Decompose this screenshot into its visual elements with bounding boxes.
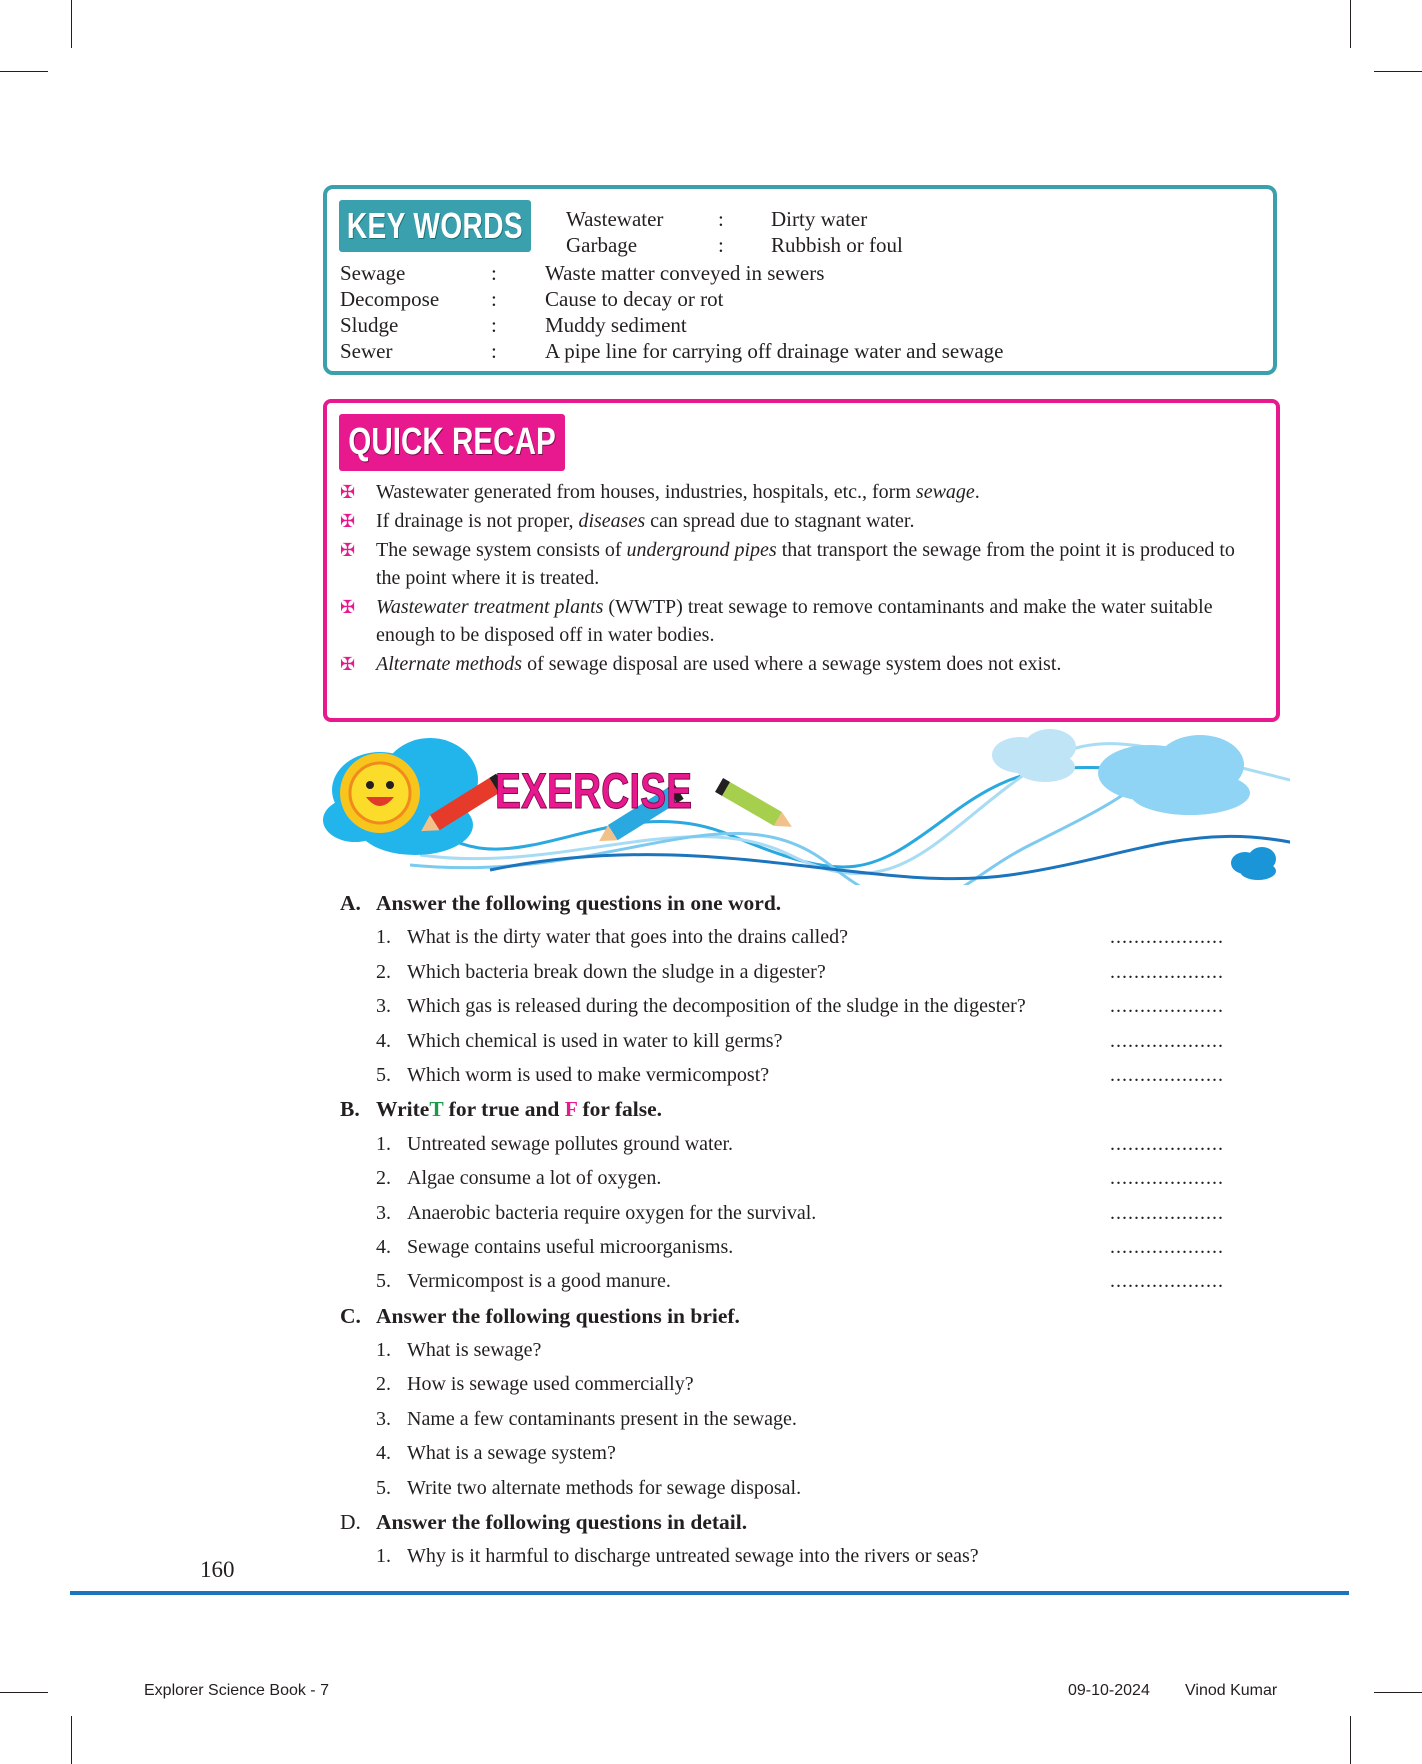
recap-text: If drainage is not proper, <box>376 510 579 532</box>
recap-item <box>340 650 1263 678</box>
question-number: 4. <box>376 1029 391 1052</box>
crop-mark <box>0 1692 48 1693</box>
section-title: Answer the following questions in detail. <box>376 1510 748 1535</box>
section-title: WriteT for true and F for false. <box>376 1097 663 1122</box>
question-text: Algae consume a lot of oxygen. <box>407 1167 662 1190</box>
exercise-title: EXERCISE <box>495 762 693 820</box>
exercise-questions <box>340 886 1245 1574</box>
quick-recap-title-text: QUICK RECAP <box>348 421 556 463</box>
swirl-line <box>490 836 1290 878</box>
question-item <box>340 1024 1245 1058</box>
section-letter: B. <box>340 1097 360 1122</box>
key-word-definition: A pipe line for carrying off drainage water and sewage <box>545 339 1004 363</box>
section-title: Answer the following questions in one word. <box>376 891 782 915</box>
key-word-term: Sewer <box>340 339 393 363</box>
footer-rule <box>70 1591 1349 1595</box>
section-heading <box>340 886 1245 920</box>
question-number: 3. <box>376 995 391 1018</box>
answer-blank[interactable]: ................... <box>1110 1167 1224 1190</box>
question-item <box>340 1058 1245 1092</box>
question-item <box>340 1436 1245 1470</box>
question-number: 3. <box>376 1201 391 1224</box>
question-text: Which worm is used to make vermicompost? <box>407 1063 770 1086</box>
question-item <box>340 1333 1245 1367</box>
question-item <box>340 1402 1245 1436</box>
recap-text: (WWTP) treat sewage to remove contaminants and make the water suitable enough to be disposed off in water bodies. <box>376 596 1213 646</box>
bullet-icon: ✠ <box>340 654 356 674</box>
cloud-icon <box>1098 735 1250 815</box>
question-number: 2. <box>376 1373 391 1396</box>
key-word-separator: : <box>491 261 497 285</box>
recap-text: diseases <box>578 510 646 532</box>
key-word-definition: Dirty water <box>771 207 868 231</box>
crop-mark <box>1350 0 1351 48</box>
answer-blank[interactable]: ................... <box>1110 1063 1224 1086</box>
key-word-definition: Waste matter conveyed in sewers <box>545 261 825 285</box>
key-word-separator: : <box>718 207 724 231</box>
question-item <box>340 1161 1245 1195</box>
answer-blank[interactable]: ................... <box>1110 1029 1224 1052</box>
footer-book-title: Explorer Science Book - 7 <box>144 1682 329 1699</box>
answer-blank[interactable]: ................... <box>1110 1235 1224 1258</box>
bullet-icon: ✠ <box>340 482 356 502</box>
footer-date: 09-10-2024 <box>1068 1682 1150 1699</box>
question-number: 4. <box>376 1235 391 1258</box>
bullet-icon: ✠ <box>340 540 356 560</box>
recap-text: Alternate methods <box>376 653 523 675</box>
question-number: 5. <box>376 1476 391 1499</box>
recap-item <box>340 593 1263 649</box>
question-number: 1. <box>376 1339 391 1362</box>
question-text: What is the dirty water that goes into the drains called? <box>407 926 848 949</box>
key-word-term: Sludge <box>340 313 399 337</box>
question-item <box>340 1196 1245 1230</box>
answer-blank[interactable]: ................... <box>1110 926 1224 949</box>
question-number: 2. <box>376 960 391 983</box>
question-item <box>340 1367 1245 1401</box>
recap-text: sewage <box>915 481 975 503</box>
pencil-icon <box>715 778 796 834</box>
recap-text: can spread due to stagnant water. <box>645 510 915 532</box>
answer-blank[interactable]: ................... <box>1110 1132 1224 1155</box>
question-number: 4. <box>376 1442 391 1465</box>
key-word-separator: : <box>491 313 497 337</box>
question-text: Sewage contains useful microorganisms. <box>407 1235 734 1258</box>
crop-mark <box>71 1716 72 1764</box>
section-heading <box>340 1299 1245 1333</box>
recap-item <box>340 478 1263 506</box>
section-letter: C. <box>340 1303 361 1328</box>
exercise-banner <box>310 725 1290 885</box>
answer-blank[interactable]: ................... <box>1110 1270 1224 1293</box>
question-item <box>340 920 1245 954</box>
question-text: Which bacteria break down the sludge in a digester? <box>407 960 826 983</box>
question-item <box>340 989 1245 1023</box>
question-number: 5. <box>376 1270 391 1293</box>
key-word-definition: Muddy sediment <box>545 313 687 337</box>
section-heading <box>340 1092 1245 1126</box>
crop-mark <box>1350 1716 1351 1764</box>
key-word-definition: Rubbish or foul <box>771 233 903 257</box>
crop-mark <box>71 0 72 48</box>
question-number: 2. <box>376 1167 391 1190</box>
recap-text: underground pipes <box>626 539 777 561</box>
question-number: 1. <box>376 1132 391 1155</box>
question-item <box>340 1230 1245 1264</box>
section-letter: D. <box>340 1510 361 1535</box>
question-number: 5. <box>376 1063 391 1086</box>
quick-recap-list <box>340 478 1263 679</box>
bullet-icon: ✠ <box>340 511 356 531</box>
recap-item <box>340 536 1263 592</box>
question-text: What is a sewage system? <box>407 1442 616 1465</box>
question-text: Vermicompost is a good manure. <box>407 1270 671 1293</box>
question-text: Write two alternate methods for sewage disposal. <box>407 1476 802 1499</box>
key-word-separator: : <box>491 339 497 363</box>
question-number: 3. <box>376 1407 391 1430</box>
question-number: 1. <box>376 1545 391 1568</box>
question-text: Untreated sewage pollutes ground water. <box>407 1132 734 1155</box>
question-item <box>340 1539 1245 1573</box>
sun-icon <box>340 753 420 833</box>
section-title: Answer the following questions in brief. <box>376 1303 740 1328</box>
section-letter: A. <box>340 891 361 915</box>
question-text: Which chemical is used in water to kill germs? <box>407 1029 783 1052</box>
key-word-term: Sewage <box>340 261 406 285</box>
footer-author: Vinod Kumar <box>1185 1682 1278 1699</box>
question-item <box>340 1264 1245 1298</box>
question-text: How is sewage used commercially? <box>407 1373 694 1396</box>
crop-mark <box>1374 1692 1422 1693</box>
question-text: What is sewage? <box>407 1339 542 1362</box>
answer-blank[interactable]: ................... <box>1110 995 1224 1018</box>
recap-text: Wastewater generated from houses, industries, hospitals, etc., form <box>376 481 916 503</box>
recap-text: The sewage system consists of <box>376 539 627 561</box>
cloud-icon <box>1231 847 1276 880</box>
cloud-icon <box>992 729 1076 782</box>
recap-text: of sewage disposal are used where a sewage system does not exist. <box>522 653 1062 675</box>
answer-blank[interactable]: ................... <box>1110 1201 1224 1224</box>
question-item <box>340 1471 1245 1505</box>
quick-recap-title <box>339 414 565 471</box>
recap-item <box>340 507 1263 535</box>
crop-mark <box>1374 71 1422 72</box>
key-word-term: Decompose <box>340 287 440 311</box>
question-text: Why is it harmful to discharge untreated sewage into the rivers or seas? <box>407 1545 979 1568</box>
crop-mark <box>0 71 48 72</box>
key-word-term: Garbage <box>566 233 638 257</box>
page-number: 160 <box>200 1557 235 1582</box>
question-number: 1. <box>376 926 391 949</box>
question-item <box>340 955 1245 989</box>
recap-text: that transport the sewage from the point it is produced to the point where it is treated. <box>376 539 1235 589</box>
answer-blank[interactable]: ................... <box>1110 960 1224 983</box>
recap-text: . <box>974 481 980 503</box>
bullet-icon: ✠ <box>340 597 356 617</box>
key-words-title <box>339 200 531 252</box>
key-word-separator: : <box>491 287 497 311</box>
section-heading <box>340 1505 1245 1539</box>
key-word-definition: Cause to decay or rot <box>545 287 724 311</box>
recap-text: Wastewater treatment plants <box>376 596 604 618</box>
key-word-separator: : <box>718 233 724 257</box>
question-text: Name a few contaminants present in the sewage. <box>407 1407 797 1430</box>
key-words-title-text: KEY WORDS <box>346 205 524 246</box>
question-item <box>340 1127 1245 1161</box>
question-text: Which gas is released during the decomposition of the sludge in the digester? <box>407 995 1026 1018</box>
question-text: Anaerobic bacteria require oxygen for the survival. <box>407 1201 817 1224</box>
key-word-term: Wastewater <box>566 207 664 231</box>
